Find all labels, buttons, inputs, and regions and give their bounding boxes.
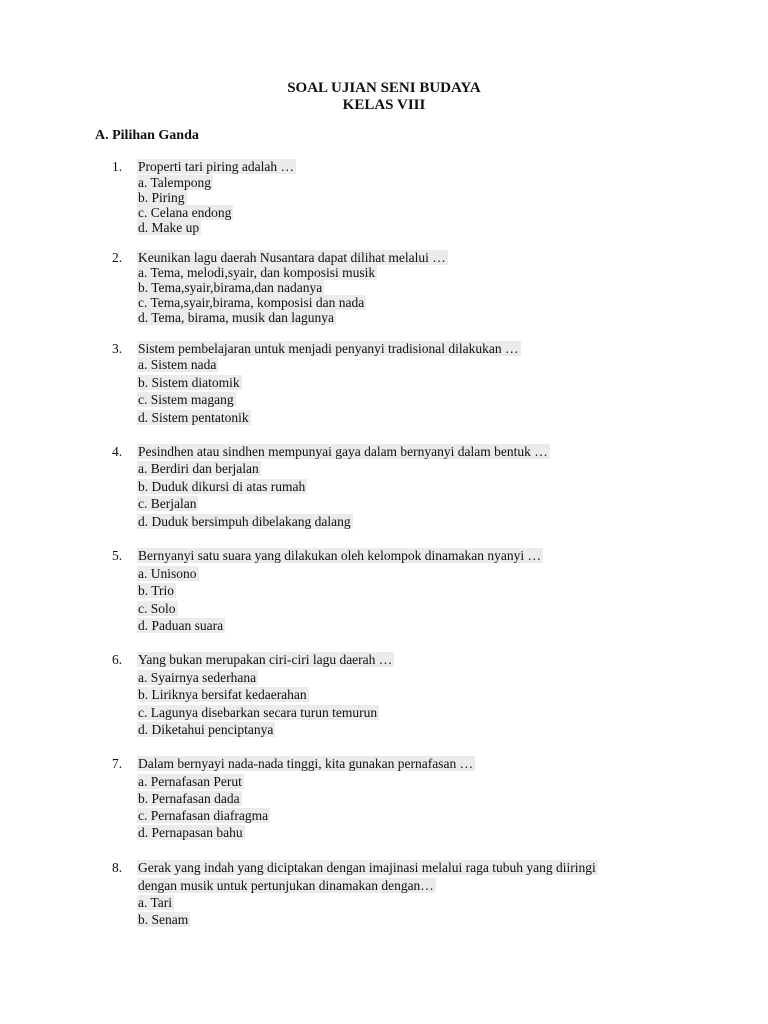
answer-option: b. Piring <box>138 190 185 205</box>
question-number: 2. <box>112 250 123 265</box>
answer-option: a. Syairnya sederhana <box>138 670 257 685</box>
answer-option: b. Pernafasan dada <box>138 791 240 806</box>
answer-option: d. Sistem pentatonik <box>138 410 249 425</box>
question-number: 5. <box>112 548 123 563</box>
question-text: Yang bukan merupakan ciri-ciri lagu daerah … <box>138 652 393 667</box>
answer-option: c. Pernafasan diafragma <box>138 808 269 823</box>
answer-option: c. Berjalan <box>138 496 197 511</box>
question-number: 8. <box>112 860 123 875</box>
question-text: Sistem pembelajaran untuk menjadi penyanyi tradisional dilakukan … <box>138 341 519 356</box>
answer-option: d. Tema, birama, musik dan lagunya <box>138 310 335 325</box>
answer-option: b. Trio <box>138 583 175 598</box>
answer-option: c. Sistem magang <box>138 392 234 407</box>
page-title: SOAL UJIAN SENI BUDAYA <box>287 80 481 96</box>
answer-option: a. Talempong <box>138 175 212 190</box>
question-text: Gerak yang indah yang diciptakan dengan imajinasi melalui raga tubuh yang diiringi <box>138 860 596 875</box>
answer-option: c. Tema,syair,birama, komposisi dan nada <box>138 295 365 310</box>
answer-option: b. Liriknya bersifat kedaerahan <box>138 687 307 702</box>
answer-option: b. Senam <box>138 912 189 927</box>
answer-option: b. Tema,syair,birama,dan nadanya <box>138 280 323 295</box>
question-text: Dalam bernyayi nada-nada tinggi, kita gunakan pernafasan … <box>138 756 474 771</box>
question-text: Bernyanyi satu suara yang dilakukan oleh kelompok dinamakan nyanyi … <box>138 548 542 563</box>
answer-option: c. Lagunya disebarkan secara turun temurun <box>138 705 378 720</box>
answer-option: b. Duduk dikursi di atas rumah <box>138 479 306 494</box>
answer-option: d. Duduk bersimpuh dibelakang dalang <box>138 514 351 529</box>
answer-option: c. Celana endong <box>138 205 232 220</box>
question-number: 6. <box>112 652 123 667</box>
question-text: Pesindhen atau sindhen mempunyai gaya dalam bernyanyi dalam bentuk … <box>138 444 548 459</box>
answer-option: a. Unisono <box>138 566 197 581</box>
answer-option: c. Solo <box>138 601 176 616</box>
answer-option: d. Make up <box>138 220 200 235</box>
page-subtitle: KELAS VIII <box>342 97 426 113</box>
question-number: 3. <box>112 341 123 356</box>
question-text: dengan musik untuk pertunjukan dinamakan dengan… <box>138 878 434 893</box>
answer-option: a. Tema, melodi,syair, dan komposisi musik <box>138 265 376 280</box>
answer-option: a. Tari <box>138 895 173 910</box>
question-number: 7. <box>112 756 123 771</box>
answer-option: d. Paduan suara <box>138 618 224 633</box>
question-text: Properti tari piring adalah … <box>138 159 294 174</box>
answer-option: d. Pernapasan bahu <box>138 825 243 840</box>
answer-option: b. Sistem diatomik <box>138 375 240 390</box>
answer-option: a. Pernafasan Perut <box>138 774 242 789</box>
question-number: 4. <box>112 444 123 459</box>
answer-option: a. Sistem nada <box>138 357 217 372</box>
question-text: Keunikan lagu daerah Nusantara dapat dilihat melalui … <box>138 250 446 265</box>
answer-option: a. Berdiri dan berjalan <box>138 461 259 476</box>
section-heading: A. Pilihan Ganda <box>95 128 199 143</box>
question-number: 1. <box>112 159 123 174</box>
answer-option: d. Diketahui penciptanya <box>138 722 274 737</box>
